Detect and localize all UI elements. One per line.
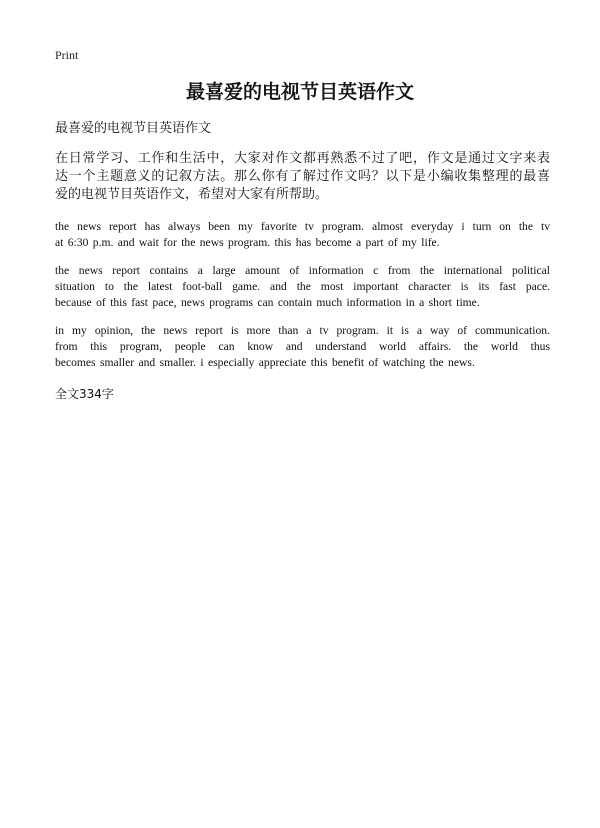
- paragraph-line: at 6:30 p.m. and wait for the news program. this has become a part of my life.: [55, 236, 440, 249]
- paragraph-line: the news report has always been my favorite tv program. almost everyday i turn on the tv: [55, 220, 550, 233]
- intro-paragraph: [55, 150, 550, 204]
- intro-line: 达一个主题意义的记叙方法。那么你有了解过作文吗？以下是小编收集整理的最喜: [55, 169, 550, 184]
- intro-line: 爱的电视节目英语作文，希望对大家有所帮助。: [55, 187, 329, 202]
- document-title: 最喜爱的电视节目英语作文: [185, 81, 414, 103]
- paragraph-line: the news report contains a large amount of information c from the international political: [55, 264, 550, 277]
- paragraph-line: becomes smaller and smaller. i especially appreciate this benefit of watching the news.: [55, 356, 475, 369]
- body-paragraph-3: [55, 323, 550, 371]
- paragraph-line: in my opinion, the news report is more than a tv program. it is a way of communication.: [55, 324, 550, 337]
- document-subtitle: 最喜爱的电视节目英语作文: [55, 121, 212, 136]
- body-paragraph-1: [55, 219, 550, 251]
- body-paragraph-2: [55, 263, 550, 311]
- paragraph-line: because of this fast pace, news programs can contain much information in a short time.: [55, 296, 480, 309]
- intro-line: 在日常学习、工作和生活中，大家对作文都再熟悉不过了吧，作文是通过文字来表: [55, 151, 550, 166]
- paragraph-line: situation to the latest foot-ball game. and the most important character is its fast pace.: [55, 280, 550, 293]
- print-label: Print: [55, 48, 79, 62]
- word-count: 全文334字: [55, 387, 114, 401]
- paragraph-line: from this program, people can know and understand world affairs. the world thus: [55, 340, 550, 353]
